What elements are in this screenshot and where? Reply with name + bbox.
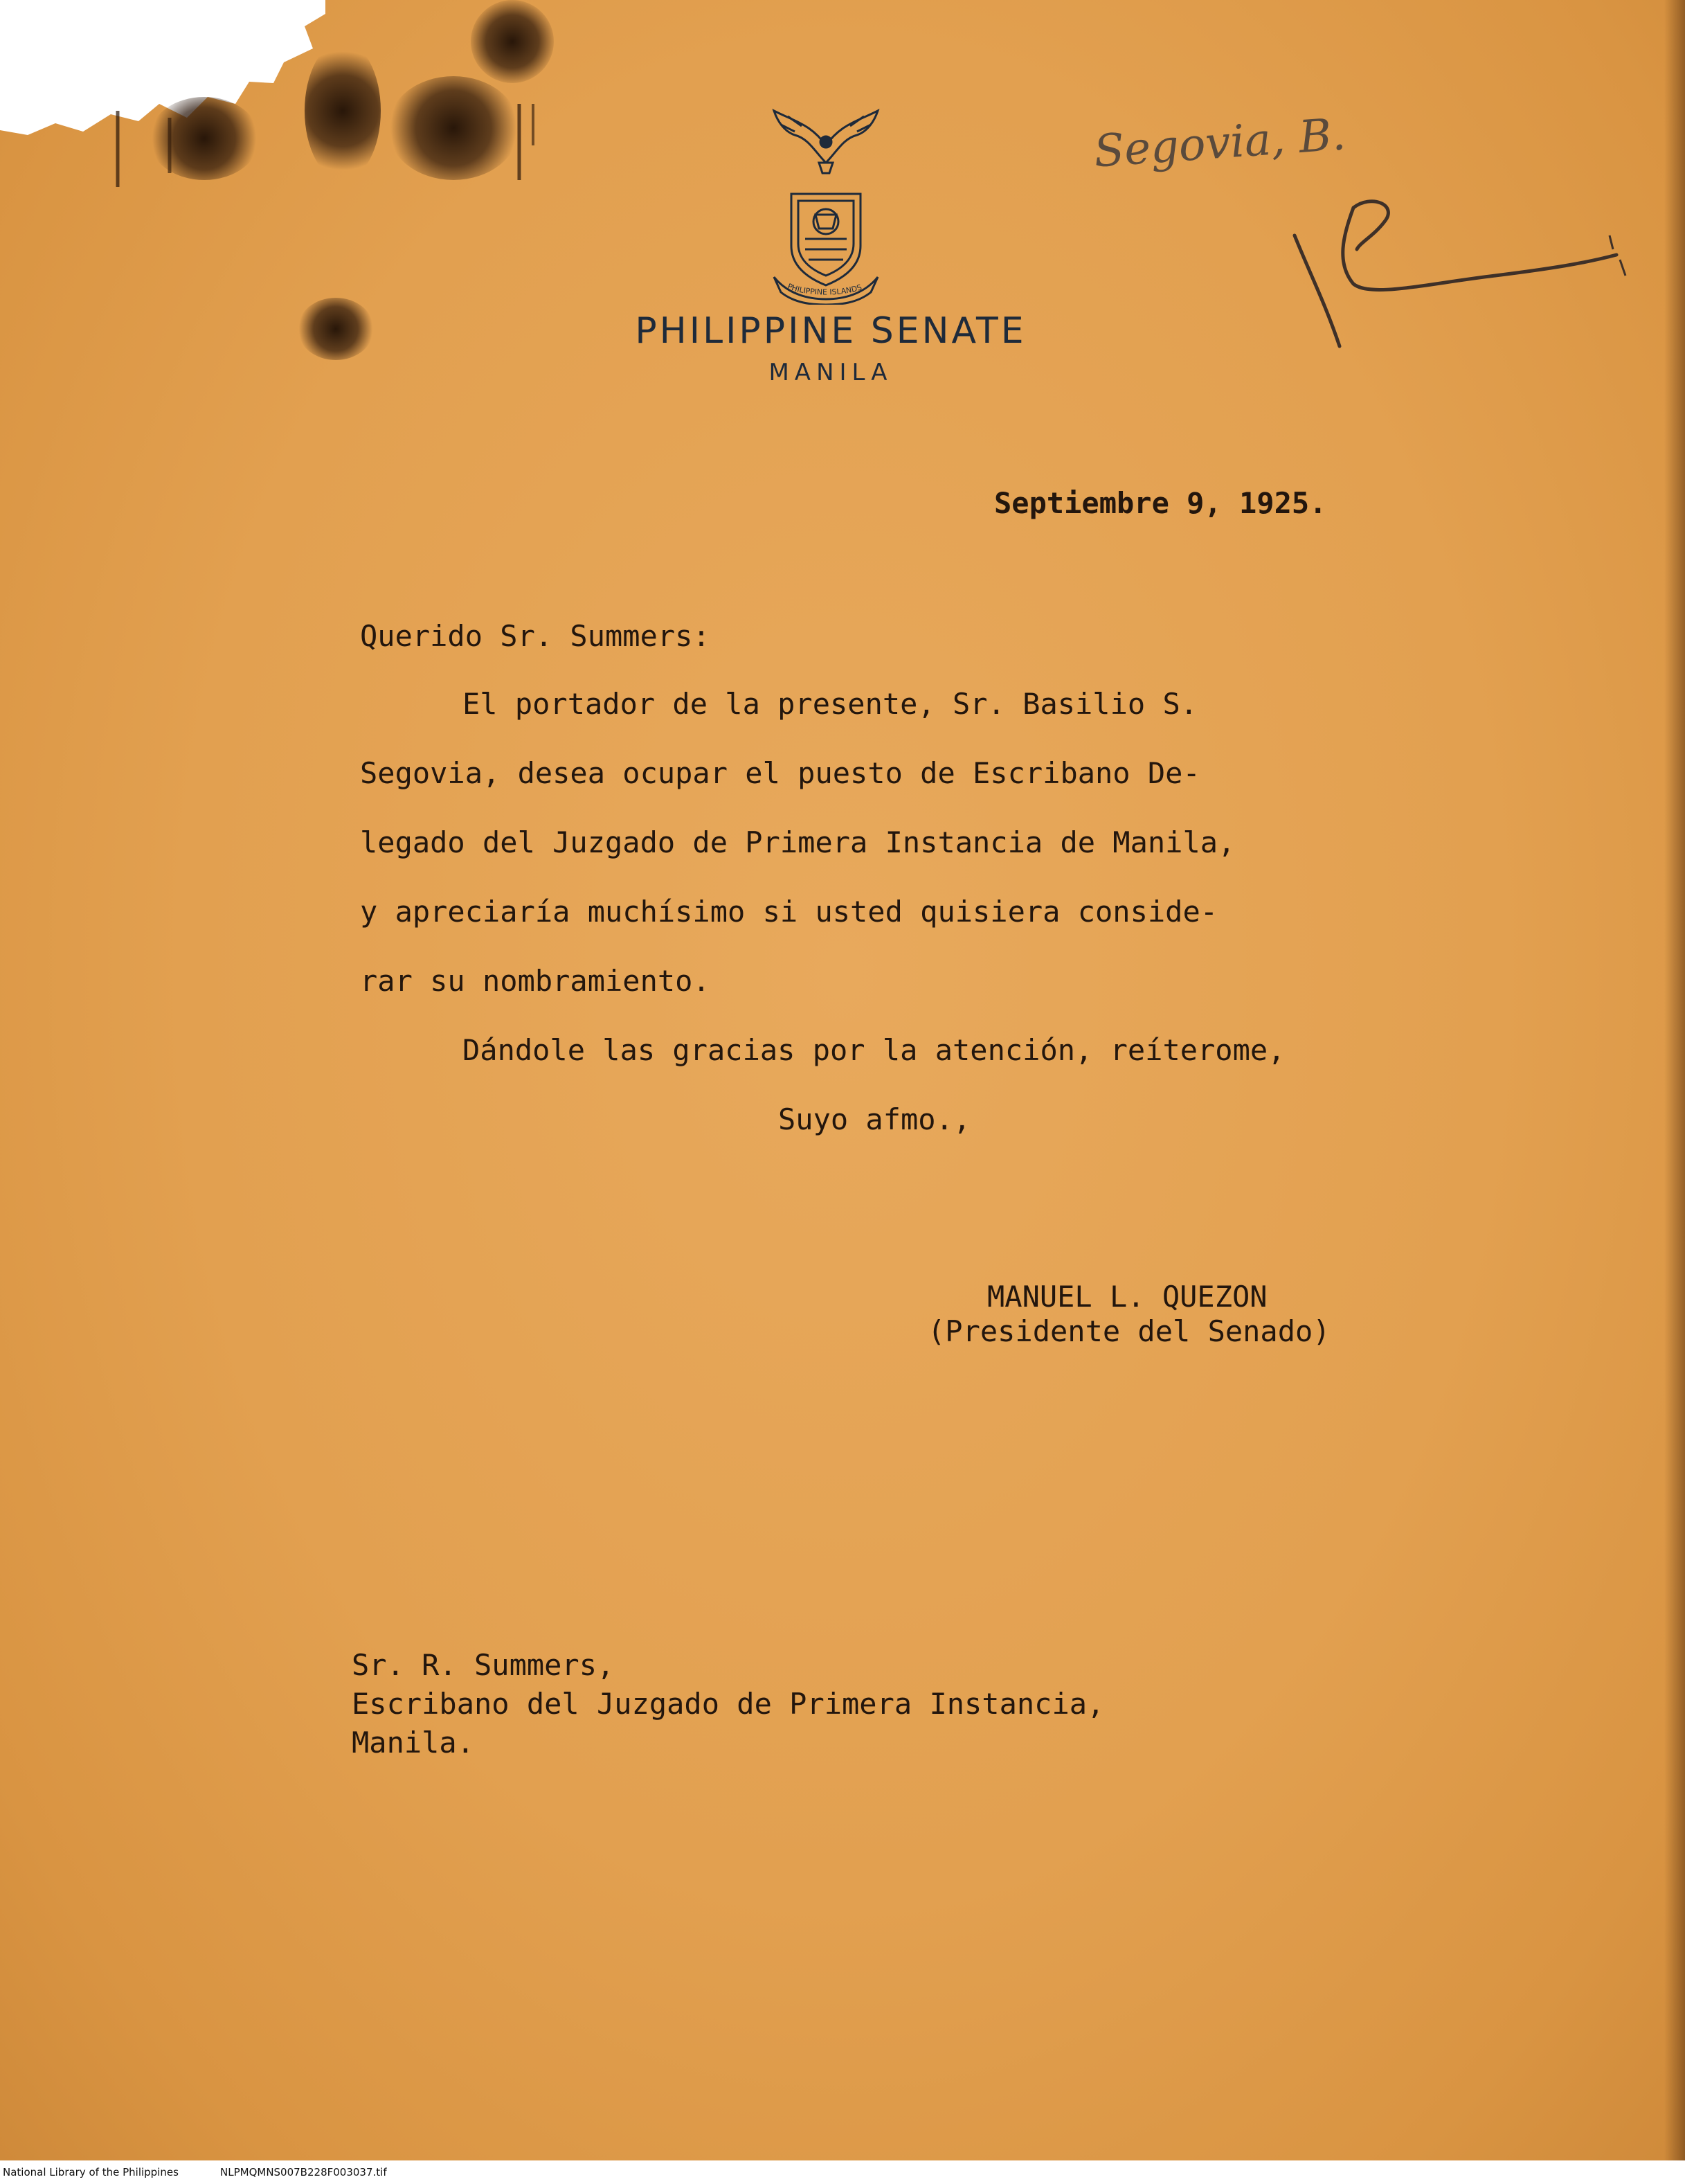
signer-title: (Presidente del Senado) [928,1314,1331,1348]
ink-stain [471,0,554,83]
salutation: Querido Sr. Summers: [360,619,710,653]
footer-file-id: NLPMQMNS007B228F003037.tif [220,2166,387,2178]
letter-date: Septiembre 9, 1925. [994,486,1327,520]
body-line: y apreciaría muchísimo si usted quisiera conside- [360,895,1218,929]
seal-ribbon-text: PHILIPPINE ISLANDS [786,281,863,297]
recipient-line: Manila. [352,1726,475,1760]
body-line: Segovia, desea ocupar el puesto de Escribano De- [360,756,1200,790]
signer-name: MANUEL L. QUEZON [987,1280,1268,1314]
letterhead-city: MANILA [768,359,893,386]
body-line: legado del Juzgado de Primera Instancia de Manila, [360,825,1236,859]
closing: Suyo afmo., [778,1102,971,1136]
letterhead-title: PHILIPPINE SENATE [635,310,1027,352]
handwritten-annotation: Segovia, B. [1092,109,1348,178]
body-line: Dándole las gracias por la atención, reíterome, [462,1033,1286,1067]
footer-library: National Library of the Philippines [3,2166,179,2178]
senate-seal-icon [767,97,885,305]
body-line: rar su nombramiento. [360,964,710,998]
page-edge-shadow [1664,0,1685,2160]
ink-stain [298,298,374,360]
recipient-line: Sr. R. Summers, [352,1648,615,1682]
ink-drips [104,104,554,201]
body-line: El portador de la presente, Sr. Basilio S. [462,687,1198,721]
recipient-line: Escribano del Juzgado de Primera Instancia, [352,1687,1105,1721]
handwritten-initials-icon [1288,194,1634,353]
